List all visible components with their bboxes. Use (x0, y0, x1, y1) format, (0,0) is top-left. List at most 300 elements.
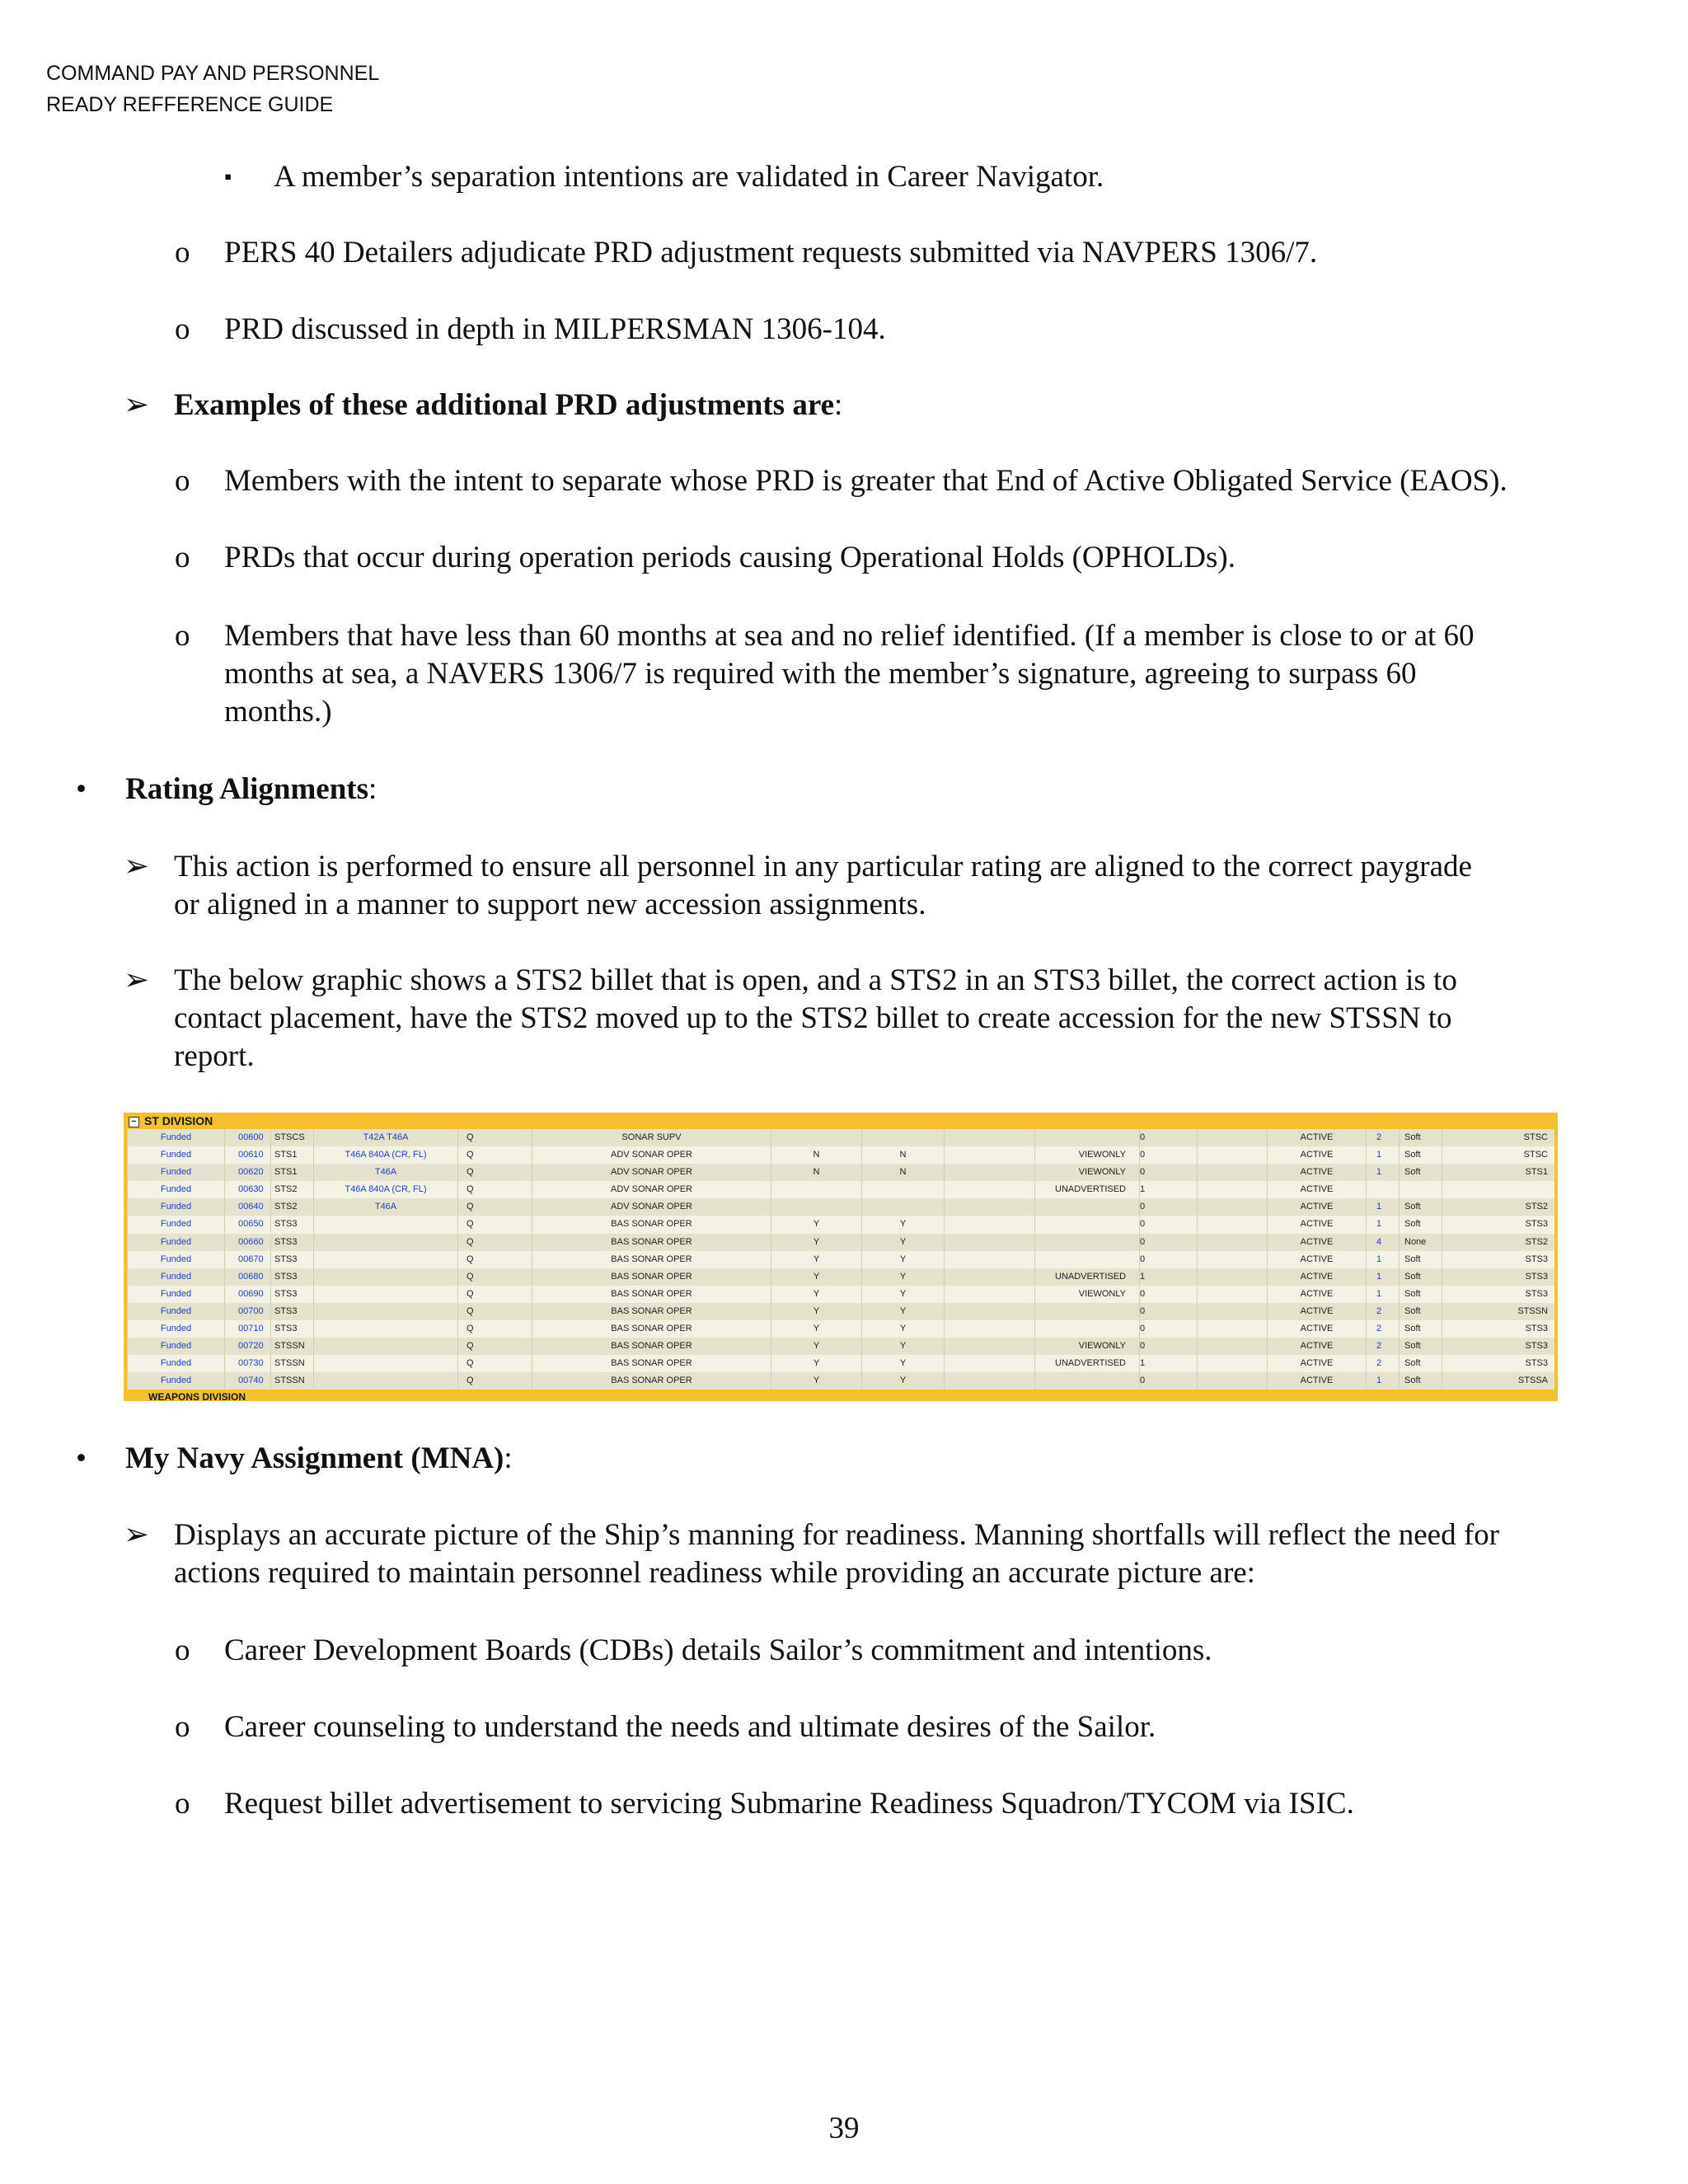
flag-b-cell: N (861, 1164, 944, 1181)
active-cell: ACTIVE (1267, 1164, 1366, 1181)
nec-link[interactable]: T46A 840A (CR, FL) (313, 1181, 457, 1198)
flag-b-cell: Y (861, 1251, 944, 1268)
status-cell: Funded (127, 1198, 224, 1216)
lock-cell: Soft (1399, 1303, 1442, 1320)
rate-cell: STSSN (270, 1372, 313, 1390)
count-cell: 0 (1139, 1164, 1197, 1181)
priority-cell: 1 (1366, 1198, 1399, 1216)
example-3-line-1: Members that have less than 60 months at sea and no relief identified. (If a member is close to or at 60 (224, 619, 1475, 653)
gap-cell (1197, 1216, 1267, 1233)
mna-item-1: Career Development Boards (CDBs) details Sailor’s commitment and intentions. (224, 1633, 1212, 1667)
gap-cell (1197, 1198, 1267, 1216)
bsc-link[interactable]: 00730 (224, 1355, 270, 1372)
nec-link[interactable] (313, 1268, 457, 1286)
lock-cell: Soft (1399, 1286, 1442, 1303)
lock-cell: Soft (1399, 1320, 1442, 1338)
count-cell: 0 (1139, 1129, 1197, 1146)
code-cell: Q (457, 1303, 532, 1320)
advert-cell: UNADVERTISED (1034, 1355, 1139, 1372)
spacer-cell (944, 1251, 1034, 1268)
gap-cell (1197, 1129, 1267, 1146)
billet-rows (127, 1129, 1554, 1390)
examples-heading-colon: : (834, 388, 843, 422)
active-cell: ACTIVE (1267, 1338, 1366, 1355)
round-bullet-icon: • (76, 772, 87, 806)
flag-a-cell: Y (771, 1268, 861, 1286)
title-cell: ADV SONAR OPER (532, 1198, 771, 1216)
rate-cell: STS3 (270, 1303, 313, 1320)
count-cell: 0 (1139, 1286, 1197, 1303)
spacer-cell (944, 1268, 1034, 1286)
bsc-link[interactable]: 00740 (224, 1372, 270, 1390)
count-cell: 0 (1139, 1303, 1197, 1320)
rate-cell: STS3 (270, 1234, 313, 1251)
code-cell: Q (457, 1372, 532, 1390)
flag-b-cell: Y (861, 1286, 944, 1303)
nec-link[interactable] (313, 1303, 457, 1320)
active-cell: ACTIVE (1267, 1268, 1366, 1286)
spacer-cell (944, 1164, 1034, 1181)
active-cell: ACTIVE (1267, 1198, 1366, 1216)
table-row[interactable] (127, 1251, 1554, 1268)
gap-cell (1197, 1251, 1267, 1268)
priority-cell: 4 (1366, 1234, 1399, 1251)
title-cell: ADV SONAR OPER (532, 1181, 771, 1198)
status-cell: Funded (127, 1338, 224, 1355)
incumbent-rate-cell: STSSA (1442, 1372, 1554, 1390)
nec-link[interactable] (313, 1372, 457, 1390)
spacer-cell (944, 1286, 1034, 1303)
status-cell: Funded (127, 1303, 224, 1320)
table-row[interactable] (127, 1129, 1554, 1146)
next-division-header (124, 1392, 1558, 1401)
flag-a-cell: Y (771, 1216, 861, 1233)
flag-a-cell: Y (771, 1251, 861, 1268)
mna-p1-line-1: Displays an accurate picture of the Ship’s manning for readiness. Manning shortfalls will reflect the need for (174, 1518, 1499, 1552)
incumbent-rate-cell: STSC (1442, 1146, 1554, 1164)
bsc-link[interactable]: 00650 (224, 1216, 270, 1233)
status-cell: Funded (127, 1251, 224, 1268)
code-cell: Q (457, 1234, 532, 1251)
flag-b-cell: N (861, 1146, 944, 1164)
lock-cell: Soft (1399, 1268, 1442, 1286)
table-row[interactable] (127, 1268, 1554, 1286)
priority-cell: 1 (1366, 1286, 1399, 1303)
count-cell: 0 (1139, 1251, 1197, 1268)
gap-cell (1197, 1320, 1267, 1338)
arrow-bullet-icon: ➢ (124, 963, 150, 997)
gap-cell (1197, 1268, 1267, 1286)
rate-cell: STS3 (270, 1286, 313, 1303)
bsc-link[interactable]: 00680 (224, 1268, 270, 1286)
advert-cell (1034, 1234, 1139, 1251)
circle-bullet-icon: o (175, 464, 190, 498)
circle-bullet-icon: o (175, 1633, 190, 1667)
code-cell: Q (457, 1198, 532, 1216)
bsc-link[interactable]: 00700 (224, 1303, 270, 1320)
active-cell: ACTIVE (1267, 1303, 1366, 1320)
bsc-link[interactable]: 00660 (224, 1234, 270, 1251)
flag-b-cell (861, 1198, 944, 1216)
code-cell: Q (457, 1355, 532, 1372)
gap-cell (1197, 1338, 1267, 1355)
priority-cell: 1 (1366, 1251, 1399, 1268)
priority-cell: 2 (1366, 1338, 1399, 1355)
table-row[interactable] (127, 1372, 1554, 1390)
flag-a-cell (771, 1198, 861, 1216)
status-cell: Funded (127, 1146, 224, 1164)
gap-cell (1197, 1181, 1267, 1198)
code-cell: Q (457, 1338, 532, 1355)
incumbent-rate-cell: STSC (1442, 1129, 1554, 1146)
status-cell: Funded (127, 1234, 224, 1251)
flag-a-cell: Y (771, 1234, 861, 1251)
active-cell: ACTIVE (1267, 1181, 1366, 1198)
nec-link[interactable] (313, 1251, 457, 1268)
code-cell: Q (457, 1146, 532, 1164)
gap-cell (1197, 1355, 1267, 1372)
arrow-bullet-icon: ➢ (124, 1518, 150, 1552)
bsc-link[interactable]: 00630 (224, 1181, 270, 1198)
division-title: ST DIVISION (144, 1114, 213, 1127)
rate-cell: STS3 (270, 1216, 313, 1233)
code-cell: Q (457, 1164, 532, 1181)
bsc-link[interactable]: 00720 (224, 1338, 270, 1355)
title-cell: ADV SONAR OPER (532, 1146, 771, 1164)
incumbent-rate-cell: STS3 (1442, 1268, 1554, 1286)
example-2: PRDs that occur during operation periods causing Operational Holds (OPHOLDs). (224, 541, 1236, 574)
status-cell: Funded (127, 1355, 224, 1372)
lock-cell: Soft (1399, 1146, 1442, 1164)
flag-a-cell: N (771, 1146, 861, 1164)
flag-b-cell (861, 1129, 944, 1146)
rating-heading-colon: : (368, 772, 377, 806)
incumbent-rate-cell: STS3 (1442, 1286, 1554, 1303)
nec-link[interactable]: T42A T46A (313, 1129, 457, 1146)
pers40-text: PERS 40 Detailers adjudicate PRD adjustment requests submitted via NAVPERS 1306/7. (224, 236, 1318, 269)
status-cell: Funded (127, 1181, 224, 1198)
flag-a-cell (771, 1181, 861, 1198)
spacer-cell (944, 1216, 1034, 1233)
table-row[interactable] (127, 1216, 1554, 1233)
active-cell: ACTIVE (1267, 1234, 1366, 1251)
gap-cell (1197, 1303, 1267, 1320)
count-cell: 0 (1139, 1338, 1197, 1355)
validated-text: A member’s separation intentions are validated in Career Navigator. (274, 160, 1104, 194)
lock-cell: Soft (1399, 1198, 1442, 1216)
spacer-cell (944, 1129, 1034, 1146)
active-cell: ACTIVE (1267, 1372, 1366, 1390)
rate-cell: STSSN (270, 1338, 313, 1355)
lock-cell: Soft (1399, 1164, 1442, 1181)
nec-link[interactable] (313, 1338, 457, 1355)
spacer-cell (944, 1320, 1034, 1338)
status-cell: Funded (127, 1286, 224, 1303)
active-cell: ACTIVE (1267, 1320, 1366, 1338)
example-3-line-2: months at sea, a NAVERS 1306/7 is required with the member’s signature, agreeing to surpass 60 (224, 657, 1417, 691)
nec-link[interactable] (313, 1320, 457, 1338)
priority-cell: 1 (1366, 1372, 1399, 1390)
nec-link[interactable] (313, 1355, 457, 1372)
incumbent-rate-cell (1442, 1181, 1554, 1198)
spacer-cell (944, 1234, 1034, 1251)
title-cell: BAS SONAR OPER (532, 1338, 771, 1355)
bsc-link[interactable]: 00610 (224, 1146, 270, 1164)
priority-cell: 1 (1366, 1146, 1399, 1164)
count-cell: 1 (1139, 1268, 1197, 1286)
flag-a-cell: N (771, 1164, 861, 1181)
mna-item-2: Career counseling to understand the needs and ultimate desires of the Sailor. (224, 1710, 1156, 1744)
advert-cell (1034, 1251, 1139, 1268)
priority-cell: 1 (1366, 1164, 1399, 1181)
advert-cell: VIEWONLY (1034, 1286, 1139, 1303)
flag-b-cell (861, 1181, 944, 1198)
rate-cell: STSSN (270, 1355, 313, 1372)
advert-cell (1034, 1129, 1139, 1146)
flag-a-cell: Y (771, 1355, 861, 1372)
next-division-title: WEAPONS DIVISION (148, 1392, 246, 1401)
table-row[interactable] (127, 1198, 1554, 1216)
incumbent-rate-cell: STS3 (1442, 1251, 1554, 1268)
gap-cell (1197, 1164, 1267, 1181)
count-cell: 1 (1139, 1355, 1197, 1372)
rate-cell: STS1 (270, 1146, 313, 1164)
rating-heading-bold: Rating Alignments (125, 772, 369, 806)
gap-cell (1197, 1286, 1267, 1303)
rating-p2-line-2: contact placement, have the STS2 moved up to the STS2 billet to create accession for the new STSSN to (174, 1001, 1452, 1035)
bsc-link[interactable]: 00710 (224, 1320, 270, 1338)
title-cell: BAS SONAR OPER (532, 1234, 771, 1251)
header-line-1: COMMAND PAY AND PERSONNEL (46, 62, 380, 85)
flag-b-cell: Y (861, 1320, 944, 1338)
priority-cell: 1 (1366, 1268, 1399, 1286)
rating-p2-line-3: report. (174, 1039, 255, 1073)
table-row[interactable] (127, 1338, 1554, 1355)
division-header (124, 1113, 1558, 1129)
example-1: Members with the intent to separate whose PRD is greater that End of Active Obligated Service (EAOS). (224, 464, 1507, 498)
rate-cell: STS2 (270, 1198, 313, 1216)
spacer-cell (944, 1198, 1034, 1216)
mna-item-3: Request billet advertisement to servicing Submarine Readiness Squadron/TYCOM via ISIC. (224, 1787, 1354, 1821)
spacer-cell (944, 1355, 1034, 1372)
title-cell: BAS SONAR OPER (532, 1216, 771, 1233)
status-cell: Funded (127, 1372, 224, 1390)
count-cell: 0 (1139, 1198, 1197, 1216)
round-bullet-icon: • (76, 1441, 87, 1475)
arrow-bullet-icon: ➢ (124, 850, 150, 883)
bsc-link[interactable]: 00690 (224, 1286, 270, 1303)
priority-cell: 2 (1366, 1355, 1399, 1372)
code-cell: Q (457, 1251, 532, 1268)
count-cell: 0 (1139, 1372, 1197, 1390)
bsc-link[interactable]: 00640 (224, 1198, 270, 1216)
spacer-cell (944, 1303, 1034, 1320)
table-row[interactable] (127, 1234, 1554, 1251)
count-cell: 0 (1139, 1146, 1197, 1164)
code-cell: Q (457, 1181, 532, 1198)
code-cell: Q (457, 1320, 532, 1338)
rate-cell: STS3 (270, 1320, 313, 1338)
examples-heading-bold: Examples of these additional PRD adjustments are (174, 388, 834, 422)
mna-heading-bold: My Navy Assignment (MNA) (125, 1441, 504, 1475)
square-bullet-icon: ▪ (224, 165, 232, 189)
status-cell: Funded (127, 1320, 224, 1338)
flag-b-cell: Y (861, 1303, 944, 1320)
collapse-icon[interactable]: − (129, 1117, 139, 1127)
title-cell: BAS SONAR OPER (532, 1355, 771, 1372)
advert-cell: UNADVERTISED (1034, 1181, 1139, 1198)
incumbent-rate-cell: STS2 (1442, 1234, 1554, 1251)
gap-cell (1197, 1234, 1267, 1251)
circle-bullet-icon: o (175, 541, 190, 574)
rate-cell: STS3 (270, 1268, 313, 1286)
gap-cell (1197, 1372, 1267, 1390)
rate-cell: STS2 (270, 1181, 313, 1198)
lock-cell: Soft (1399, 1129, 1442, 1146)
incumbent-rate-cell: STS3 (1442, 1355, 1554, 1372)
rating-p1-line-2: or aligned in a manner to support new accession assignments. (174, 888, 926, 921)
examples-heading (174, 387, 842, 424)
spacer-cell (944, 1146, 1034, 1164)
rate-cell: STS1 (270, 1164, 313, 1181)
active-cell: ACTIVE (1267, 1286, 1366, 1303)
milpersman-text: PRD discussed in depth in MILPERSMAN 1306-104. (224, 312, 886, 346)
flag-a-cell: Y (771, 1372, 861, 1390)
table-row[interactable] (127, 1286, 1554, 1303)
advert-cell (1034, 1303, 1139, 1320)
incumbent-rate-cell: STS1 (1442, 1164, 1554, 1181)
flag-b-cell: Y (861, 1355, 944, 1372)
table-row[interactable] (127, 1355, 1554, 1372)
active-cell: ACTIVE (1267, 1216, 1366, 1233)
incumbent-rate-cell: STSSN (1442, 1303, 1554, 1320)
flag-b-cell: Y (861, 1216, 944, 1233)
priority-cell: 2 (1366, 1129, 1399, 1146)
spacer-cell (944, 1338, 1034, 1355)
status-cell: Funded (127, 1216, 224, 1233)
table-row[interactable] (127, 1320, 1554, 1338)
nec-link[interactable] (313, 1234, 457, 1251)
advert-cell (1034, 1320, 1139, 1338)
title-cell: SONAR SUPV (532, 1129, 771, 1146)
mna-heading-colon: : (504, 1441, 513, 1475)
active-cell: ACTIVE (1267, 1251, 1366, 1268)
advert-cell: VIEWONLY (1034, 1164, 1139, 1181)
advert-cell: VIEWONLY (1034, 1338, 1139, 1355)
status-cell: Funded (127, 1129, 224, 1146)
code-cell: Q (457, 1129, 532, 1146)
advert-cell: UNADVERTISED (1034, 1268, 1139, 1286)
count-cell: 0 (1139, 1320, 1197, 1338)
table-row[interactable] (127, 1303, 1554, 1320)
nec-link[interactable] (313, 1286, 457, 1303)
nec-link[interactable]: T46A (313, 1164, 457, 1181)
bsc-link[interactable]: 00620 (224, 1164, 270, 1181)
incumbent-rate-cell: STS2 (1442, 1198, 1554, 1216)
title-cell: BAS SONAR OPER (532, 1251, 771, 1268)
code-cell: Q (457, 1216, 532, 1233)
code-cell: Q (457, 1268, 532, 1286)
flag-a-cell: Y (771, 1303, 861, 1320)
title-cell: BAS SONAR OPER (532, 1303, 771, 1320)
nec-link[interactable]: T46A (313, 1198, 457, 1216)
priority-cell: 2 (1366, 1320, 1399, 1338)
flag-a-cell: Y (771, 1286, 861, 1303)
rating-p1-line-1: This action is performed to ensure all personnel in any particular rating are aligned to the correct paygrade (174, 850, 1472, 883)
gap-cell (1197, 1146, 1267, 1164)
flag-a-cell: Y (771, 1338, 861, 1355)
title-cell: BAS SONAR OPER (532, 1320, 771, 1338)
advert-cell: VIEWONLY (1034, 1146, 1139, 1164)
bsc-link[interactable]: 00600 (224, 1129, 270, 1146)
lock-cell: Soft (1399, 1372, 1442, 1390)
advert-cell (1034, 1198, 1139, 1216)
lock-cell: None (1399, 1234, 1442, 1251)
arrow-bullet-icon: ➢ (124, 388, 150, 422)
active-cell: ACTIVE (1267, 1146, 1366, 1164)
example-3-line-3: months.) (224, 695, 332, 729)
count-cell: 1 (1139, 1181, 1197, 1198)
status-cell: Funded (127, 1164, 224, 1181)
bsc-link[interactable]: 00670 (224, 1251, 270, 1268)
nec-link[interactable]: T46A 840A (CR, FL) (313, 1146, 457, 1164)
flag-a-cell (771, 1129, 861, 1146)
circle-bullet-icon: o (175, 312, 190, 346)
advert-cell (1034, 1216, 1139, 1233)
page-number: 39 (828, 2111, 860, 2145)
count-cell: 0 (1139, 1234, 1197, 1251)
title-cell: BAS SONAR OPER (532, 1268, 771, 1286)
flag-a-cell: Y (771, 1320, 861, 1338)
incumbent-rate-cell: STS3 (1442, 1320, 1554, 1338)
billet-table (124, 1113, 1558, 1401)
running-header (46, 58, 379, 120)
code-cell: Q (457, 1286, 532, 1303)
table-row[interactable] (127, 1146, 1554, 1164)
priority-cell (1366, 1181, 1399, 1198)
incumbent-rate-cell: STS3 (1442, 1338, 1554, 1355)
flag-b-cell: Y (861, 1338, 944, 1355)
title-cell: BAS SONAR OPER (532, 1286, 771, 1303)
spacer-cell (944, 1181, 1034, 1198)
circle-bullet-icon: o (175, 236, 190, 269)
flag-b-cell: Y (861, 1234, 944, 1251)
circle-bullet-icon: o (175, 1710, 190, 1744)
incumbent-rate-cell: STS3 (1442, 1216, 1554, 1233)
advert-cell (1034, 1372, 1139, 1390)
rating-p2-line-1: The below graphic shows a STS2 billet that is open, and a STS2 in an STS3 billet, the correct action is to (174, 963, 1457, 997)
count-cell: 0 (1139, 1216, 1197, 1233)
rate-cell: STSCS (270, 1129, 313, 1146)
active-cell: ACTIVE (1267, 1129, 1366, 1146)
lock-cell (1399, 1181, 1442, 1198)
lock-cell: Soft (1399, 1251, 1442, 1268)
status-cell: Funded (127, 1268, 224, 1286)
priority-cell: 1 (1366, 1216, 1399, 1233)
rating-alignments-heading (125, 771, 377, 808)
table-row[interactable] (127, 1181, 1554, 1198)
lock-cell: Soft (1399, 1216, 1442, 1233)
mna-p1-line-2: actions required to maintain personnel readiness while providing an accurate picture are: (174, 1556, 1255, 1590)
nec-link[interactable] (313, 1216, 457, 1233)
flag-b-cell: Y (861, 1372, 944, 1390)
circle-bullet-icon: o (175, 619, 190, 653)
flag-b-cell: Y (861, 1268, 944, 1286)
lock-cell: Soft (1399, 1338, 1442, 1355)
active-cell: ACTIVE (1267, 1355, 1366, 1372)
title-cell: BAS SONAR OPER (532, 1372, 771, 1390)
table-row[interactable] (127, 1164, 1554, 1181)
